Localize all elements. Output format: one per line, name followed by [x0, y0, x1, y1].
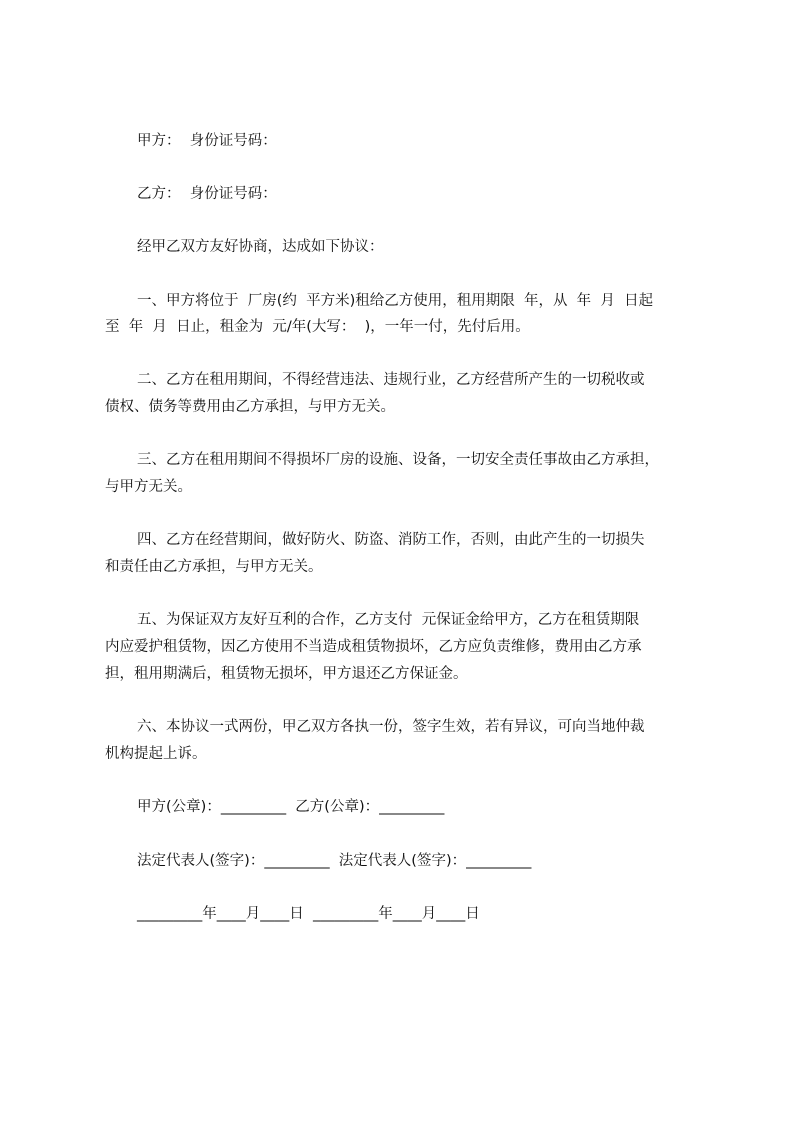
clause-2-line-1: 二、乙方在租用期间，不得经营违法、违规行业，乙方经营所产生的一切税收或 — [137, 372, 645, 388]
clause-5-line-1: 五、为保证双方友好互利的合作，乙方支付 元保证金给甲方，乙方在租赁期限 — [137, 612, 640, 628]
clause-4-line-1: 四、乙方在经营期间，做好防火、防盗、消防工作，否则，由此产生的一切损失 — [137, 532, 645, 548]
date-line: _________年____月____日 _________年____月____日 — [137, 906, 480, 922]
clause-6-line-1: 六、本协议一式两份，甲乙双方各执一份，签字生效，若有异议，可向当地仲裁 — [137, 719, 645, 735]
clause-2-line-2: 债权、债务等费用由乙方承担，与甲方无关。 — [105, 399, 395, 415]
clause-1-line-1: 一、甲方将位于 厂房(约 平方米)租给乙方使用，租用期限 年，从 年 月 日起 — [137, 293, 654, 309]
seal-line: 甲方(公章)：_________ 乙方(公章)：_________ — [137, 799, 445, 815]
party-a-line: 甲方： 身份证号码： — [137, 133, 277, 149]
clause-3-line-2: 与甲方无关。 — [105, 479, 192, 495]
representative-signature-line: 法定代表人(签字)：_________ 法定代表人(签字)：_________ — [137, 853, 532, 869]
party-b-line: 乙方： 身份证号码： — [137, 186, 277, 202]
intro-line: 经甲乙双方友好协商，达成如下协议： — [137, 239, 384, 255]
clause-6-line-2: 机构提起上诉。 — [105, 746, 207, 762]
clause-3-line-1: 三、乙方在租用期间不得损坏厂房的设施、设备，一切安全责任事故由乙方承担， — [137, 452, 659, 468]
clause-4-line-2: 和责任由乙方承担，与甲方无关。 — [105, 559, 323, 575]
clause-5-line-3: 担，租用期满后，租赁物无损坏，甲方退还乙方保证金。 — [105, 666, 468, 682]
clause-1-line-2: 至 年 月 日止，租金为 元/年(大写： )，一年一付，先付后用。 — [105, 319, 530, 335]
clause-5-line-2: 内应爱护租赁物，因乙方使用不当造成租赁物损坏，乙方应负责维修，费用由乙方承 — [105, 639, 642, 655]
